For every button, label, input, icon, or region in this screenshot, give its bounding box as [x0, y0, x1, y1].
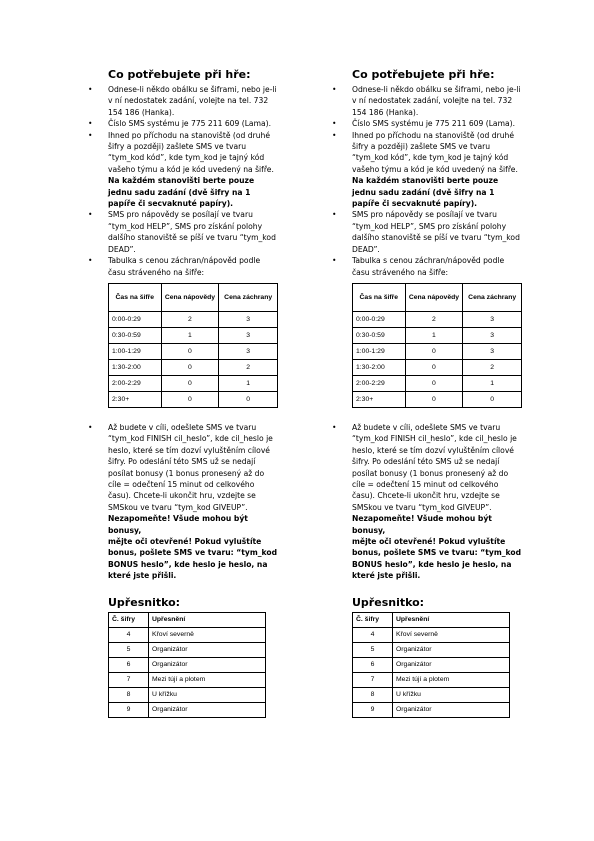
upres-cell: 7	[353, 672, 393, 687]
bullet-item	[88, 209, 278, 255]
table-row	[109, 359, 278, 375]
price-header-cell: Čas na šifře	[353, 283, 406, 311]
table-row	[109, 375, 278, 391]
price-cell: 0:30-0:59	[353, 327, 406, 343]
bullet-text-bold: mějte oči otevřené! Pokud vyluštíte bonus, pošlete SMS ve tvaru: “tym_kod BONUS heslo”, kde heslo je heslo, na které jste přišli.	[108, 536, 278, 581]
price-cell: 1:00-1:29	[109, 343, 162, 359]
bullet-list-bottom	[88, 422, 278, 582]
price-cell: 3	[463, 327, 522, 343]
upres-cell: Organizátor	[393, 702, 510, 717]
upresnitko-heading: Upřesnitko:	[108, 595, 181, 609]
bullet-text-bold: Nezapomeňte! Všude mohou být bonusy,	[352, 514, 492, 535]
bullet-item	[332, 84, 522, 118]
bullet-text-bold: Nezapomeňte! Všude mohou být bonusy,	[108, 514, 248, 535]
table-row	[109, 687, 266, 702]
upres-cell: 4	[109, 627, 149, 642]
price-cell: 0	[405, 343, 463, 359]
upres-cell: 9	[109, 702, 149, 717]
price-header-cell: Cena záchrany	[219, 283, 278, 311]
bullet-text: Ihned po příchodu na stanoviště (od druhé šifry a později) zašlete SMS ve tvaru “tym_kod kód”, kde tym_kod je tajný kód vašeho týmu a kód je kód uvedený na šifře.	[108, 130, 274, 174]
bullet-text-bold: Na každém stanovišti berte pouze jednu sadu zadání (dvě šifry na 1 papíře či secvaknuté papíry).	[108, 176, 255, 209]
bullet-list-top	[332, 84, 522, 278]
bullet-item	[332, 255, 522, 278]
upres-header-cell: Upřesnění	[393, 612, 510, 627]
price-cell: 2	[219, 359, 278, 375]
price-cell: 3	[219, 327, 278, 343]
price-cell: 2	[405, 311, 463, 327]
table-row	[109, 311, 278, 327]
left-column	[88, 68, 278, 718]
right-column	[332, 68, 522, 718]
upres-cell: Organizátor	[393, 642, 510, 657]
bullet-text-bold: Na každém stanovišti berte pouze jednu sadu zadání (dvě šifry na 1 papíře či secvaknuté papíry).	[352, 176, 499, 209]
page-heading: Co potřebujete při hře:	[108, 68, 251, 81]
upres-cell: Mezi tújí a plotem	[393, 672, 510, 687]
price-cell: 1	[161, 327, 219, 343]
price-cell: 2:00-2:29	[109, 375, 162, 391]
bullet-text: SMS pro nápovědy se posílají ve tvaru “tym_kod HELP”, SMS pro získání polohy dalšího stanoviště se píší ve tvaru “tym_kod DEAD”.	[352, 210, 520, 254]
bullet-dot-icon: •	[332, 130, 337, 140]
bullet-list-bottom	[332, 422, 522, 582]
table-row	[353, 359, 522, 375]
bullet-item	[332, 422, 522, 582]
bullet-text: Odnese-li někdo obálku se šiframi, nebo je-li v ní nedostatek zadání, volejte na tel. 732 154 186 (Hanka).	[108, 85, 277, 117]
price-cell: 0	[161, 359, 219, 375]
bullet-text: Až budete v cíli, odešlete SMS ve tvaru “tym_kod FINISH cil_heslo”, kde cil_heslo je heslo, které se tím dozví vyluštěním cílové šifry. Po odeslání této SMS už se nedají posílat bonusy (1 bonus pronesený až do cíle = odečtení 15 minut od celkového času). Chcete-li ukončit hru, vzdejte se SMSkou ve tvaru “tym_kod GIVEUP”.	[352, 422, 517, 512]
price-cell: 1:00-1:29	[353, 343, 406, 359]
price-cell: 2:30+	[353, 391, 406, 407]
price-header-cell: Cena záchrany	[463, 283, 522, 311]
price-cell: 2	[161, 311, 219, 327]
price-cell: 0	[405, 359, 463, 375]
bullet-dot-icon: •	[332, 119, 337, 129]
price-cell: 1	[463, 375, 522, 391]
bullet-list-top	[88, 84, 278, 278]
table-row	[109, 642, 266, 657]
upres-cell: Křoví severně	[149, 627, 266, 642]
upres-cell: 8	[109, 687, 149, 702]
bullet-dot-icon: •	[88, 422, 93, 432]
upres-header-cell: Upřesnění	[149, 612, 266, 627]
bullet-item	[88, 84, 278, 118]
upres-cell: 6	[109, 657, 149, 672]
table-row	[109, 672, 266, 687]
bullet-text: Tabulka s cenou záchran/nápověd podle času stráveného na šifře:	[108, 256, 261, 277]
bullet-item	[332, 209, 522, 255]
table-row	[353, 311, 522, 327]
bullet-item	[88, 255, 278, 278]
upresnitko-heading: Upřesnitko:	[352, 595, 425, 609]
upres-cell: Organizátor	[149, 702, 266, 717]
upres-cell: Mezi tújí a plotem	[149, 672, 266, 687]
table-row	[109, 391, 278, 407]
price-table	[352, 283, 522, 408]
upres-cell: 4	[353, 627, 393, 642]
page-heading: Co potřebujete při hře:	[352, 68, 495, 81]
bullet-item	[332, 118, 522, 129]
upres-cell: 8	[353, 687, 393, 702]
upresnitko-table	[352, 612, 510, 718]
upres-header-cell: Č. šifry	[109, 612, 149, 627]
price-header-cell: Čas na šifře	[109, 283, 162, 311]
price-cell: 0	[219, 391, 278, 407]
bullet-text: Odnese-li někdo obálku se šiframi, nebo je-li v ní nedostatek zadání, volejte na tel. 732 154 186 (Hanka).	[352, 85, 521, 117]
upres-cell: Organizátor	[393, 657, 510, 672]
upres-cell: 9	[353, 702, 393, 717]
table-row	[353, 375, 522, 391]
table-row	[109, 627, 266, 642]
bullet-text: Až budete v cíli, odešlete SMS ve tvaru “tym_kod FINISH cil_heslo”, kde cil_heslo je heslo, které se tím dozví vyluštěním cílové šifry. Po odeslání této SMS už se nedají posílat bonusy (1 bonus pronesený až do cíle = odečtení 15 minut od celkového času). Chcete-li ukončit hru, vzdejte se SMSkou ve tvaru “tym_kod GIVEUP”.	[108, 422, 273, 512]
price-cell: 2	[463, 359, 522, 375]
bullet-dot-icon: •	[332, 422, 337, 432]
upres-cell: U křížku	[393, 687, 510, 702]
bullet-dot-icon: •	[332, 256, 337, 266]
price-header-cell: Cena nápovědy	[161, 283, 219, 311]
price-cell: 1:30-2:00	[353, 359, 406, 375]
bullet-item	[88, 130, 278, 210]
upres-header-cell: Č. šifry	[353, 612, 393, 627]
bullet-item	[88, 118, 278, 129]
table-row	[353, 343, 522, 359]
price-cell: 0	[405, 375, 463, 391]
price-cell: 3	[219, 311, 278, 327]
price-cell: 1	[219, 375, 278, 391]
bullet-text: SMS pro nápovědy se posílají ve tvaru “tym_kod HELP”, SMS pro získání polohy dalšího stanoviště se píší ve tvaru “tym_kod DEAD”.	[108, 210, 276, 254]
price-header-cell: Cena nápovědy	[405, 283, 463, 311]
price-cell: 0	[161, 391, 219, 407]
bullet-dot-icon: •	[88, 130, 93, 140]
price-cell: 0:30-0:59	[109, 327, 162, 343]
bullet-dot-icon: •	[88, 210, 93, 220]
upres-cell: U křížku	[149, 687, 266, 702]
bullet-dot-icon: •	[88, 119, 93, 129]
price-cell: 1	[405, 327, 463, 343]
price-cell: 0:00-0:29	[109, 311, 162, 327]
price-cell: 2:00-2:29	[353, 375, 406, 391]
table-row	[353, 327, 522, 343]
price-table	[108, 283, 278, 408]
table-row	[353, 391, 522, 407]
upresnitko-table	[108, 612, 266, 718]
bullet-dot-icon: •	[332, 85, 337, 94]
bullet-item	[88, 422, 278, 582]
bullet-dot-icon: •	[88, 256, 93, 266]
price-cell: 3	[219, 343, 278, 359]
upres-cell: 5	[353, 642, 393, 657]
price-cell: 2:30+	[109, 391, 162, 407]
table-row	[353, 687, 510, 702]
bullet-text: Číslo SMS systému je 775 211 609 (Lama).	[108, 119, 272, 129]
upres-cell: Organizátor	[149, 642, 266, 657]
price-cell: 3	[463, 311, 522, 327]
table-row	[109, 343, 278, 359]
table-row	[109, 657, 266, 672]
table-row	[353, 657, 510, 672]
price-cell: 0	[405, 391, 463, 407]
price-cell: 0	[161, 375, 219, 391]
table-row	[353, 627, 510, 642]
bullet-text: Tabulka s cenou záchran/nápověd podle času stráveného na šifře:	[352, 256, 505, 277]
price-cell: 0	[161, 343, 219, 359]
upres-cell: Křoví severně	[393, 627, 510, 642]
table-row	[353, 642, 510, 657]
bullet-dot-icon: •	[332, 210, 337, 220]
bullet-text: Ihned po příchodu na stanoviště (od druhé šifry a později) zašlete SMS ve tvaru “tym_kod kód”, kde tym_kod je tajný kód vašeho týmu a kód je kód uvedený na šifře.	[352, 130, 518, 174]
price-cell: 3	[463, 343, 522, 359]
table-row	[353, 672, 510, 687]
upres-cell: 6	[353, 657, 393, 672]
table-row	[353, 702, 510, 717]
upres-cell: 7	[109, 672, 149, 687]
bullet-dot-icon: •	[88, 85, 93, 94]
bullet-item	[332, 130, 522, 210]
price-cell: 1:30-2:00	[109, 359, 162, 375]
upres-cell: 5	[109, 642, 149, 657]
bullet-text-bold: mějte oči otevřené! Pokud vyluštíte bonus, pošlete SMS ve tvaru: “tym_kod BONUS heslo”, kde heslo je heslo, na které jste přišli.	[352, 536, 522, 581]
upres-cell: Organizátor	[149, 657, 266, 672]
price-cell: 0	[463, 391, 522, 407]
table-row	[109, 327, 278, 343]
table-row	[109, 702, 266, 717]
bullet-text: Číslo SMS systému je 775 211 609 (Lama).	[352, 119, 516, 129]
price-cell: 0:00-0:29	[353, 311, 406, 327]
